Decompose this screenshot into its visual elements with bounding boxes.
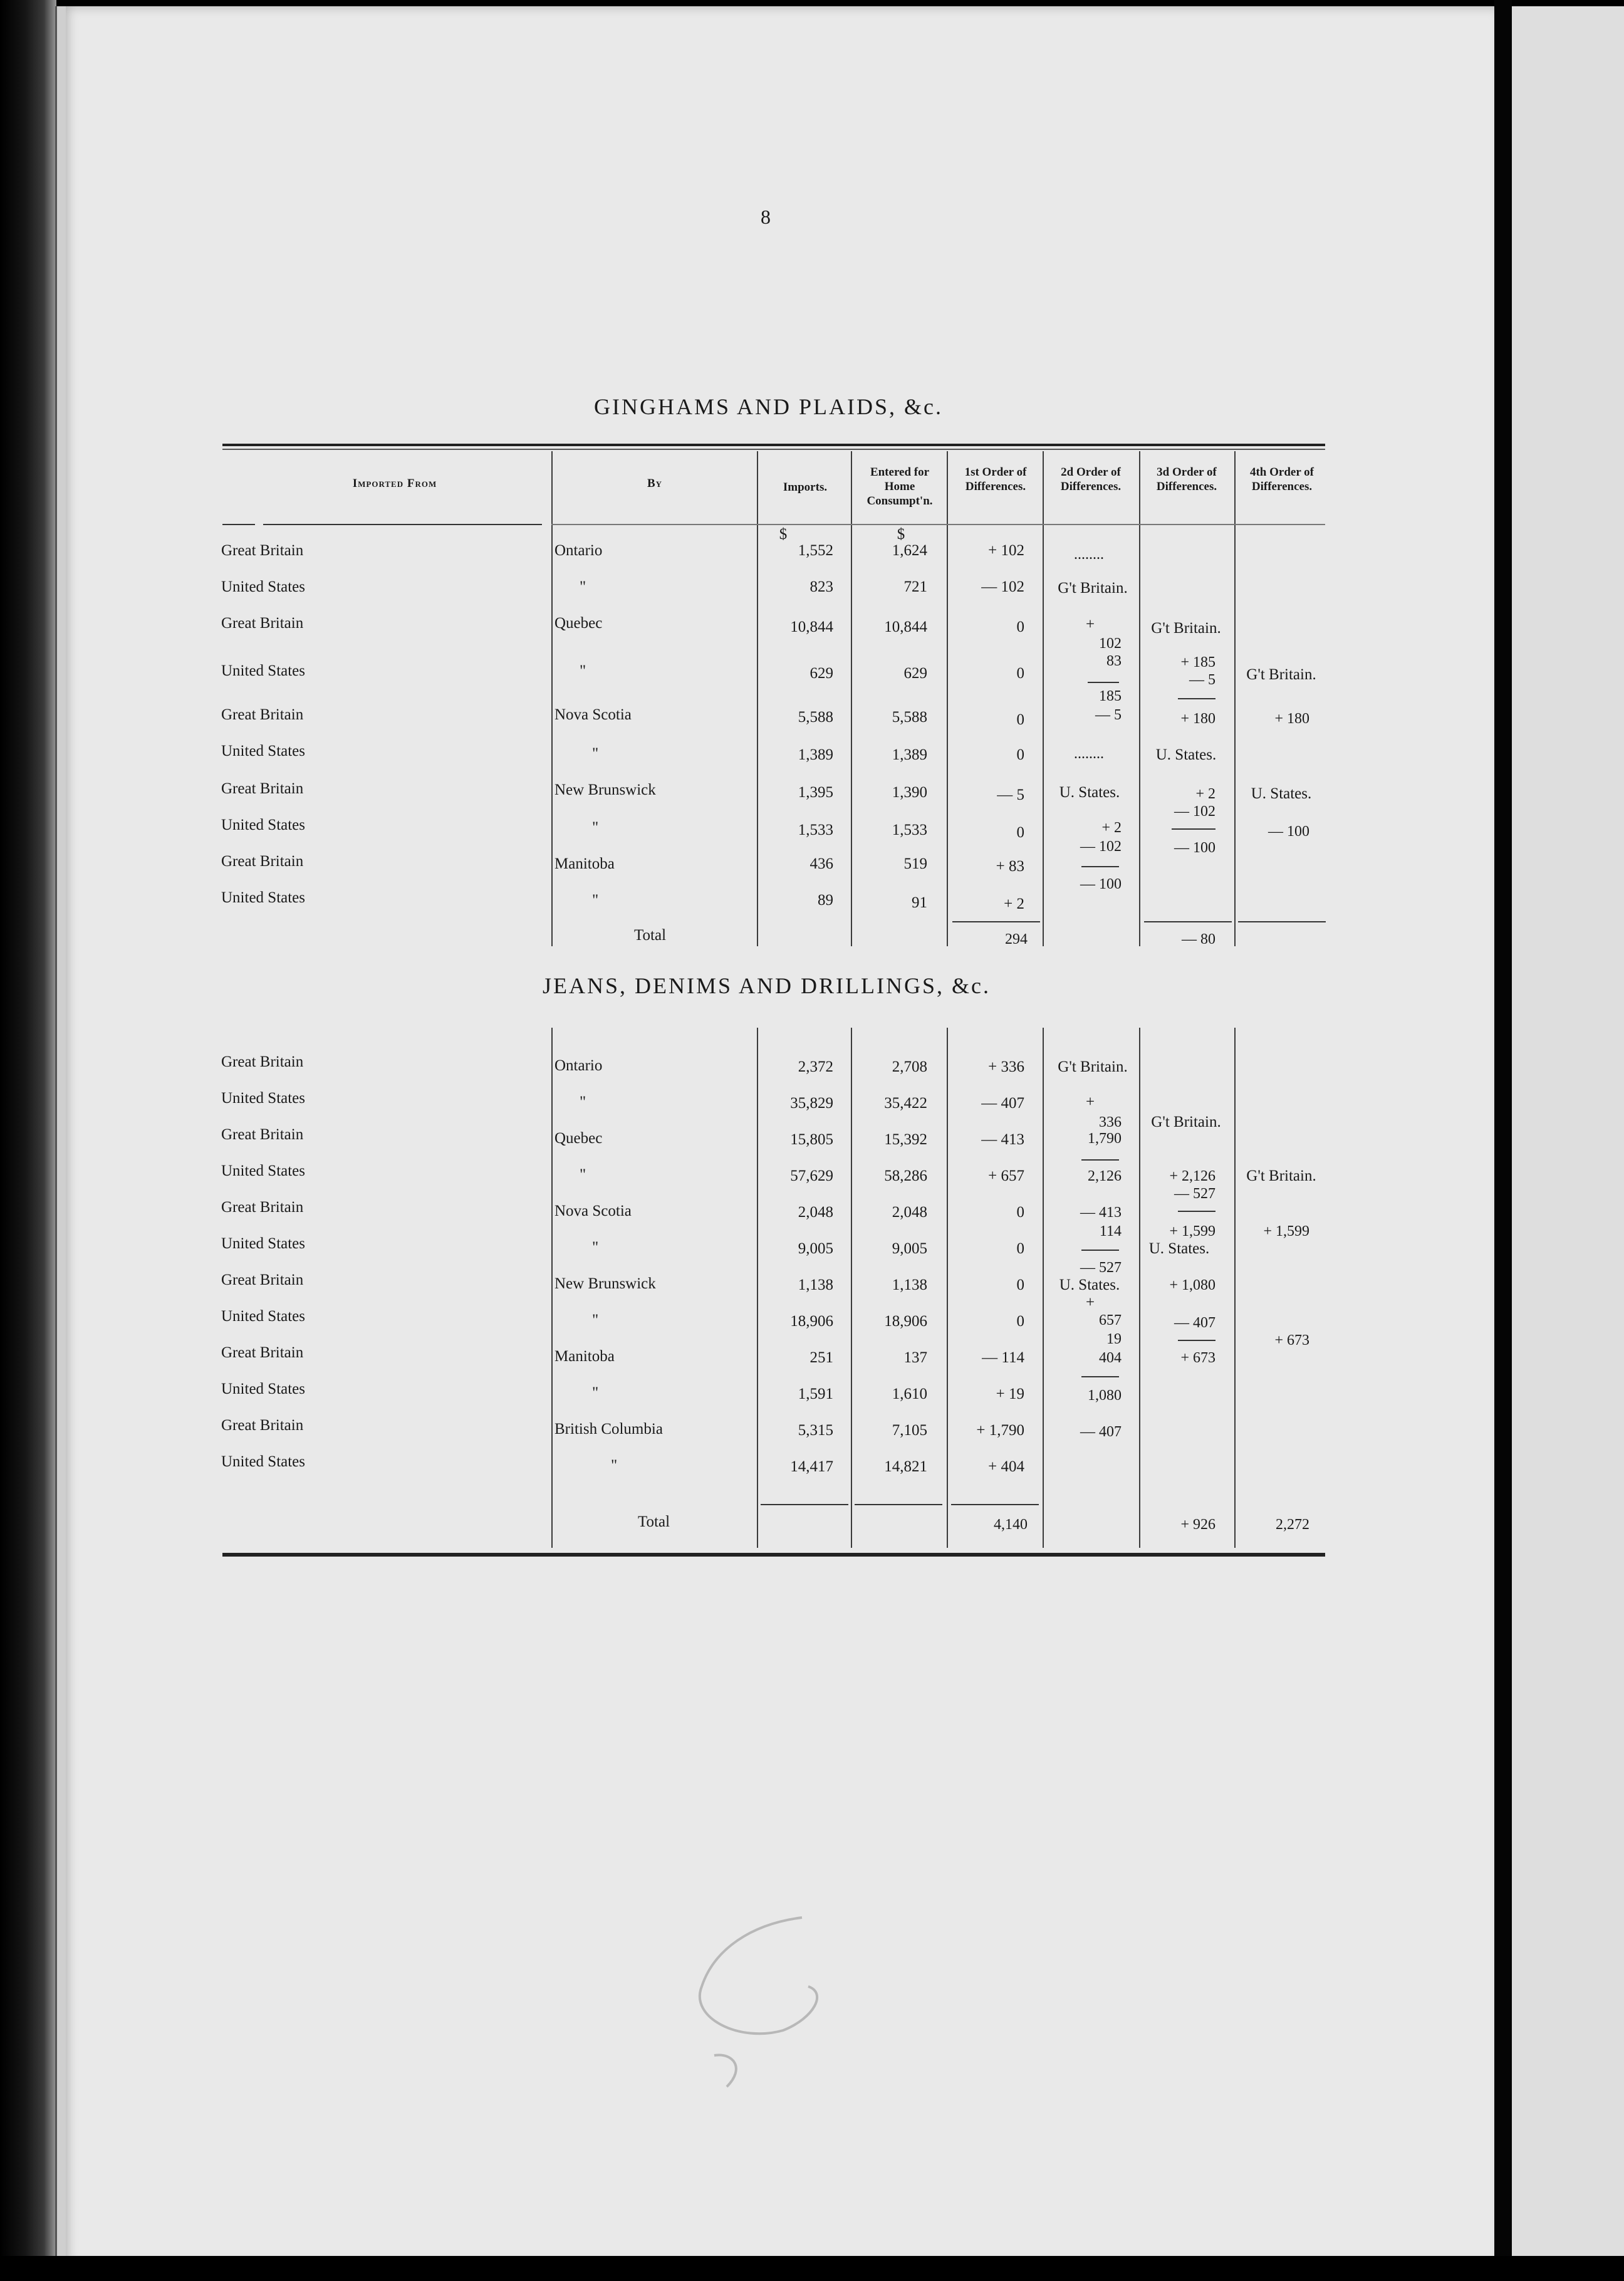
sum-line: [1178, 1340, 1215, 1341]
imported-from: Great Britain: [221, 1126, 304, 1143]
imported-from: Great Britain: [221, 780, 304, 797]
total-rule: [761, 1504, 848, 1505]
entered-value: 1,624: [892, 542, 927, 559]
fourth-order-value: + 1,599: [1263, 1223, 1309, 1240]
entered-value: 7,105: [892, 1422, 927, 1439]
col-divider: [1043, 451, 1044, 946]
first-order-value: + 2: [1004, 895, 1024, 912]
by-province: ": [592, 1239, 599, 1256]
first-order-value: — 407: [981, 1095, 1024, 1112]
scan-border-left: [0, 0, 56, 2281]
fourth-order-value: G't Britain.: [1246, 1167, 1316, 1184]
first-order-value: 0: [1016, 665, 1024, 682]
second-order-value: ........: [1074, 546, 1104, 563]
total-rule: [951, 1504, 1039, 1505]
sum-line: [1081, 1250, 1119, 1251]
by-province: ": [592, 819, 599, 836]
second-order-value: — 102: [1080, 838, 1122, 855]
third-order-value: + 185: [1180, 654, 1215, 671]
adjacent-page-edge: [1512, 6, 1624, 2262]
by-province: ": [611, 1457, 618, 1474]
header-first-order: 1st Order of Differences.: [964, 466, 1027, 493]
header-by: By: [647, 477, 663, 490]
currency-symbol: $: [779, 526, 788, 543]
first-order-value: — 5: [997, 786, 1024, 803]
second-order-value: 19: [1106, 1331, 1122, 1347]
entered-value: 58,286: [884, 1167, 927, 1184]
third-order-value: + 1,080: [1169, 1277, 1215, 1293]
second-order-value: U. States.: [1059, 784, 1120, 801]
table-top-rule: [222, 444, 1325, 446]
third-order-value: + 1,599: [1169, 1223, 1215, 1240]
imports-value: 2,048: [798, 1204, 833, 1221]
first-order-value: + 83: [996, 858, 1024, 875]
entered-value: 9,005: [892, 1240, 927, 1257]
total-label: Total: [634, 927, 667, 944]
col-divider: [1139, 451, 1140, 946]
fourth-order-value: + 673: [1274, 1332, 1309, 1349]
imports-value: 823: [809, 578, 833, 595]
by-province: Ontario: [554, 542, 603, 559]
second-order-value: 2,126: [1088, 1168, 1122, 1184]
by-province: ": [580, 578, 586, 595]
second-order-value: +: [1085, 1294, 1095, 1311]
imported-from: Great Britain: [221, 542, 304, 559]
first-order-value: + 1,790: [976, 1422, 1024, 1439]
header-entered: Entered for Home Consumpt'n.: [867, 466, 933, 508]
by-province: ": [592, 1312, 599, 1328]
by-province: ": [592, 745, 599, 762]
third-order-value: — 407: [1174, 1315, 1215, 1331]
imported-from: United States: [221, 743, 306, 759]
imports-value: 35,829: [790, 1095, 833, 1112]
second-order-value: — 407: [1080, 1424, 1122, 1440]
total-label: Total: [638, 1513, 670, 1530]
second-order-value: 404: [1099, 1350, 1122, 1366]
imported-from: United States: [221, 1162, 306, 1179]
third-order-value: + 2: [1195, 786, 1215, 802]
second-order-value: +: [1085, 1094, 1095, 1110]
imported-from: United States: [221, 662, 306, 679]
third-order-value: — 5: [1189, 672, 1215, 688]
scan-gutter: [1494, 0, 1512, 2281]
imports-value: 10,844: [790, 619, 833, 635]
header-underline: [263, 524, 542, 525]
first-order-value: 0: [1016, 824, 1024, 841]
entered-value: 721: [903, 578, 927, 595]
second-order-value: — 527: [1080, 1260, 1122, 1276]
first-order-value: + 404: [988, 1458, 1024, 1475]
imported-from: United States: [221, 1308, 306, 1325]
imported-from: United States: [221, 817, 306, 833]
first-order-value: + 19: [996, 1386, 1024, 1402]
sum-line: [1178, 698, 1215, 699]
entered-value: 2,708: [892, 1058, 927, 1075]
entered-value: 14,821: [884, 1458, 927, 1475]
table-top-rule-thin: [222, 449, 1325, 450]
imports-value: 436: [809, 855, 833, 872]
imported-from: Great Britain: [221, 706, 304, 723]
second-order-value: +: [1085, 616, 1095, 633]
by-province: ": [580, 1094, 586, 1110]
fourth-order-value: — 100: [1268, 823, 1309, 840]
entered-value: 1,610: [892, 1386, 927, 1402]
entered-value: 15,392: [884, 1131, 927, 1148]
second-order-value: G't Britain.: [1058, 580, 1128, 597]
third-order-value: U. States.: [1148, 1240, 1210, 1257]
total-fourth-order: 2,272: [1276, 1516, 1309, 1533]
entered-value: 1,390: [892, 784, 927, 801]
first-order-value: 0: [1016, 1204, 1024, 1221]
by-province: ": [580, 662, 586, 679]
imports-value: 14,417: [790, 1458, 833, 1475]
header-second-order: 2d Order of Differences.: [1060, 466, 1122, 493]
by-province: ": [592, 1384, 599, 1401]
entered-value: 1,138: [892, 1276, 927, 1293]
third-order-value: + 2,126: [1169, 1168, 1215, 1184]
total-rule: [855, 1504, 942, 1505]
by-province: Quebec: [554, 615, 603, 632]
by-province: ": [580, 1166, 586, 1183]
sum-line: [1178, 1211, 1215, 1212]
imported-from: Great Britain: [221, 1053, 304, 1070]
entered-value: 629: [903, 665, 927, 682]
first-order-value: + 657: [988, 1167, 1024, 1184]
col-divider: [947, 1028, 948, 1548]
second-order-value: G't Britain.: [1058, 1058, 1128, 1075]
imported-from: United States: [221, 889, 306, 906]
header-fourth-order: 4th Order of Differences.: [1249, 466, 1314, 493]
col-divider: [551, 451, 553, 946]
second-order-value: — 100: [1080, 876, 1122, 892]
imported-from: United States: [221, 578, 306, 595]
col-divider: [1139, 1028, 1140, 1548]
second-order-value: 114: [1099, 1223, 1122, 1240]
by-province: Nova Scotia: [554, 1203, 632, 1219]
imports-value: 1,138: [798, 1276, 833, 1293]
header-underline: [222, 524, 255, 525]
imported-from: United States: [221, 1235, 306, 1252]
first-order-value: + 102: [988, 542, 1024, 559]
by-province: British Columbia: [554, 1421, 663, 1438]
third-order-value: — 527: [1174, 1186, 1215, 1202]
total-rule: [1144, 921, 1232, 922]
imports-value: 1,389: [798, 746, 833, 763]
scan-border-bottom: [0, 2256, 1624, 2281]
sum-line: [1081, 1376, 1119, 1377]
imported-from: Great Britain: [221, 853, 304, 870]
imports-value: 1,533: [798, 822, 833, 838]
by-province: Quebec: [554, 1130, 603, 1147]
second-order-value: 336: [1099, 1114, 1122, 1130]
entered-value: 1,389: [892, 746, 927, 763]
total-rule: [1238, 921, 1326, 922]
first-order-value: — 102: [981, 578, 1024, 595]
imports-value: 5,588: [798, 709, 833, 726]
col-divider: [551, 1028, 553, 1548]
imported-from: Great Britain: [221, 1271, 304, 1288]
imported-from: United States: [221, 1453, 306, 1470]
currency-symbol: $: [897, 526, 905, 543]
third-order-value: — 102: [1174, 803, 1215, 820]
total-third-order: + 926: [1180, 1516, 1215, 1533]
imports-value: 251: [809, 1349, 833, 1366]
third-order-value: — 100: [1174, 840, 1215, 856]
imports-value: 9,005: [798, 1240, 833, 1257]
entered-value: 35,422: [884, 1095, 927, 1112]
by-province: Manitoba: [554, 1348, 615, 1365]
table-bottom-rule: [222, 1553, 1325, 1557]
second-order-value: 102: [1099, 635, 1122, 652]
imports-value: 1,591: [798, 1386, 833, 1402]
sum-line: [1088, 682, 1119, 683]
entered-value: 519: [903, 855, 927, 872]
second-order-value: 1,080: [1088, 1387, 1122, 1404]
second-order-value: 185: [1099, 688, 1122, 704]
third-order-value: G't Britain.: [1151, 1114, 1221, 1130]
col-divider: [1234, 1028, 1236, 1548]
fourth-order-value: G't Britain.: [1246, 666, 1316, 683]
imports-value: 5,315: [798, 1422, 833, 1439]
entered-value: 10,844: [884, 619, 927, 635]
total-first-order: 4,140: [994, 1516, 1028, 1533]
by-province: New Brunswick: [554, 1275, 656, 1292]
by-province: Manitoba: [554, 855, 615, 872]
header-third-order: 3d Order of Differences.: [1156, 466, 1217, 493]
fourth-order-value: + 180: [1274, 711, 1309, 727]
imported-from: Great Britain: [221, 1417, 304, 1434]
third-order-value: G't Britain.: [1151, 620, 1221, 637]
second-order-value: + 2: [1101, 820, 1122, 836]
second-order-value: 657: [1099, 1312, 1122, 1328]
first-order-value: — 413: [981, 1131, 1024, 1148]
third-order-value: + 673: [1180, 1350, 1215, 1366]
second-order-value: 1,790: [1088, 1130, 1122, 1147]
first-order-value: 0: [1016, 619, 1024, 635]
imports-value: 18,906: [790, 1313, 833, 1330]
entered-value: 137: [903, 1349, 927, 1366]
total-first-order: 294: [1005, 931, 1028, 947]
col-divider: [1234, 451, 1236, 946]
by-province: ": [592, 892, 599, 909]
second-order-value: — 413: [1080, 1204, 1122, 1221]
pencil-scribble: [677, 1911, 840, 2099]
third-order-value: U. States.: [1155, 746, 1217, 763]
header-imported-from: Imported From: [352, 477, 437, 490]
imports-value: 89: [818, 892, 833, 909]
first-order-value: 0: [1016, 1313, 1024, 1330]
section-title-jeans: JEANS, DENIMS AND DRILLINGS, &c.: [543, 973, 991, 998]
total-rule: [952, 921, 1040, 922]
imported-from: Great Britain: [221, 1199, 304, 1216]
imports-value: 1,552: [798, 542, 833, 559]
entered-value: 2,048: [892, 1204, 927, 1221]
imports-value: 57,629: [790, 1167, 833, 1184]
imports-value: 1,395: [798, 784, 833, 801]
page-edge: [55, 6, 66, 2265]
header-underline: [551, 524, 1325, 525]
third-order-value: + 180: [1180, 711, 1215, 727]
first-order-value: 0: [1016, 746, 1024, 763]
imports-value: 629: [809, 665, 833, 682]
by-province: Nova Scotia: [554, 706, 632, 723]
imports-value: 2,372: [798, 1058, 833, 1075]
total-third-order: — 80: [1182, 931, 1215, 947]
imported-from: Great Britain: [221, 615, 304, 632]
entered-value: 18,906: [884, 1313, 927, 1330]
by-province: New Brunswick: [554, 781, 656, 798]
entered-value: 91: [912, 894, 927, 911]
section-title-ginghams: GINGHAMS AND PLAIDS, &c.: [594, 394, 944, 419]
entered-value: 5,588: [892, 709, 927, 726]
imported-from: United States: [221, 1381, 306, 1397]
imported-from: Great Britain: [221, 1344, 304, 1361]
sum-line: [1081, 866, 1119, 867]
fourth-order-value: U. States.: [1251, 785, 1312, 802]
imports-value: 15,805: [790, 1131, 833, 1148]
imported-from: United States: [221, 1090, 306, 1107]
second-order-value: ........: [1074, 746, 1104, 762]
first-order-value: 0: [1016, 1240, 1024, 1257]
header-imports: Imports.: [783, 481, 828, 494]
first-order-value: + 336: [988, 1058, 1024, 1075]
col-divider: [947, 451, 948, 946]
by-province: Ontario: [554, 1057, 603, 1074]
page-number: 8: [761, 206, 771, 228]
first-order-value: — 114: [982, 1349, 1024, 1366]
second-order-value: U. States.: [1059, 1276, 1120, 1293]
second-order-value: — 5: [1095, 707, 1122, 723]
first-order-value: 0: [1016, 711, 1024, 728]
second-order-value: 83: [1106, 653, 1122, 669]
entered-value: 1,533: [892, 822, 927, 838]
sum-line: [1172, 828, 1215, 830]
sum-line: [1081, 1159, 1119, 1161]
first-order-value: 0: [1016, 1276, 1024, 1293]
